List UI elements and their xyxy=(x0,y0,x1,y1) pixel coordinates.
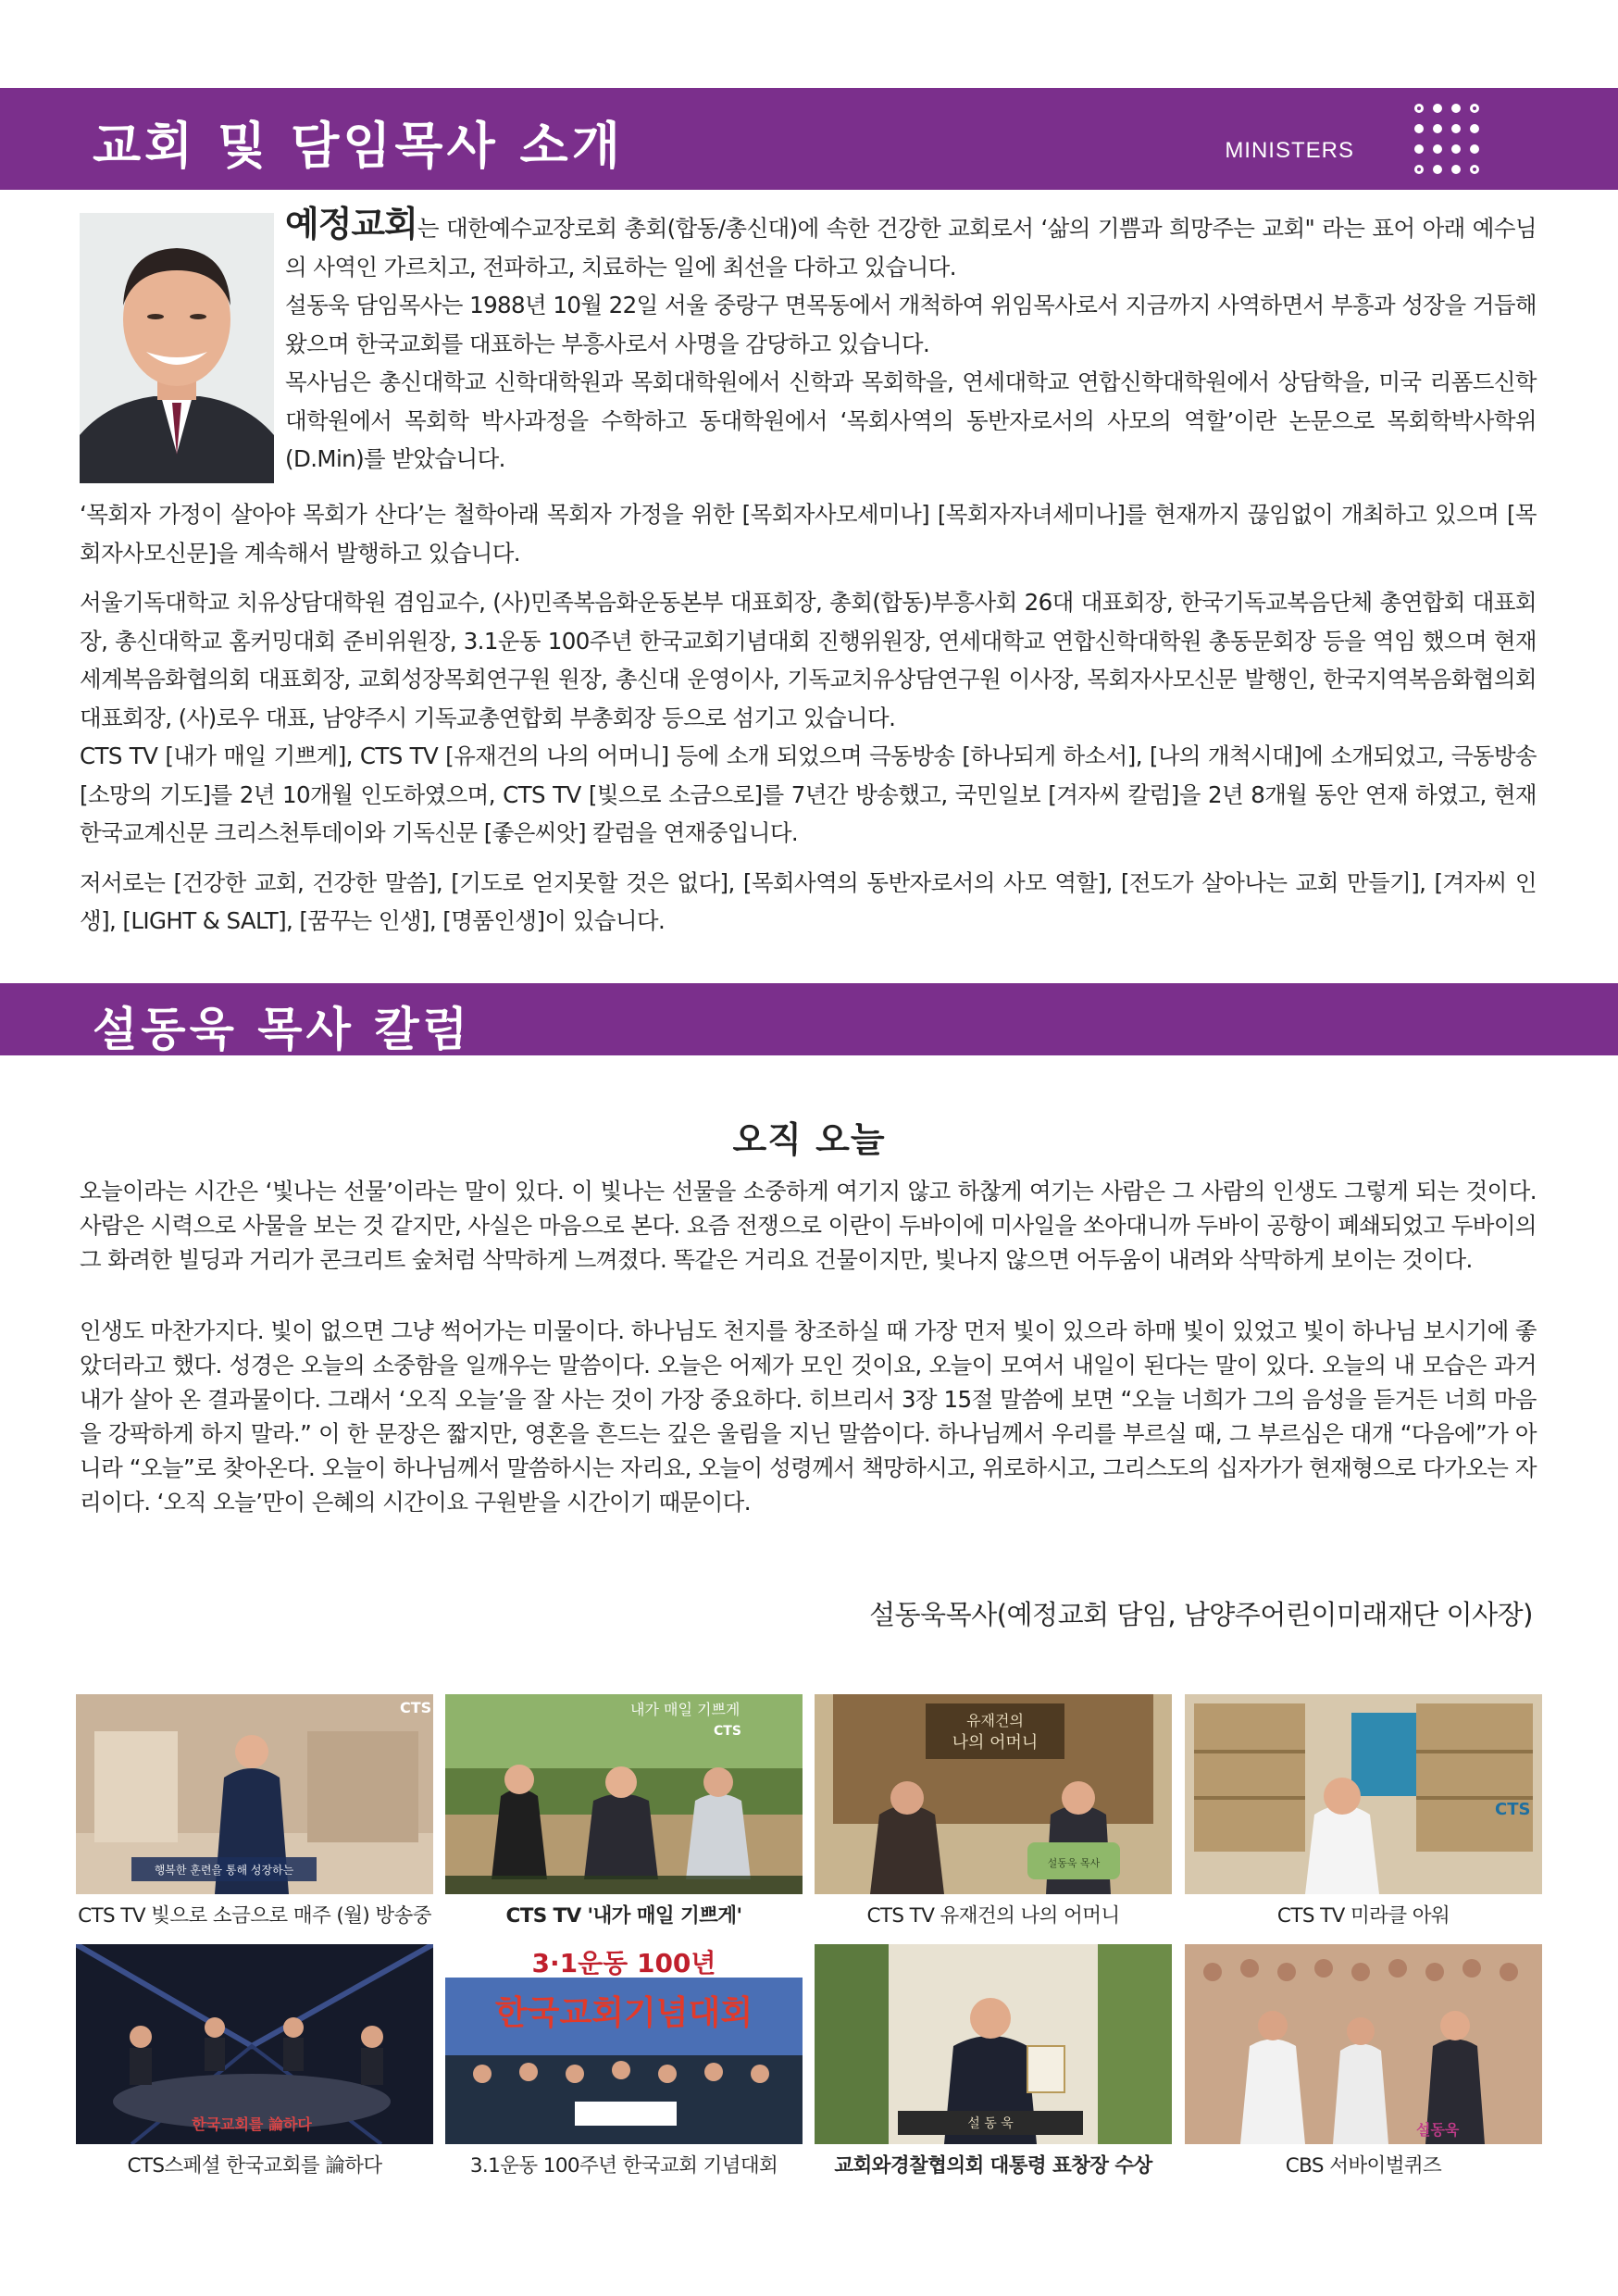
pastor-portrait xyxy=(80,213,274,483)
bio-paragraph-3: 목사님은 총신대학교 신학대학원과 목회대학원에서 신학과 목회학을, 연세대학교 연합신학대학원에서 상담학을, 미국 리폼드신학대학원에서 목회학 박사과정을 수학하고 동대학원에서 ‘목회사역의 동반자로서의 사모의 역할’이란 논문으로 목회학박사학위(D.Min)를 받았습니다. xyxy=(285,368,1537,472)
photo-5-title: 한국교회를 論하다 xyxy=(192,2115,312,2133)
photo-4-logo: CTS xyxy=(1495,1800,1531,1819)
section-title-column: 설동욱 목사 칼럼 xyxy=(93,1003,471,1056)
column-title: 오직 오늘 xyxy=(732,1119,886,1160)
photo-caption-6: 3.1운동 100주년 한국교회 기념대회 xyxy=(469,2154,778,2177)
section-subtitle-ministers: MINISTERS xyxy=(1225,138,1354,163)
column-paragraph-1: 오늘이라는 시간은 ‘빛나는 선물’이라는 말이 있다. 이 빛나는 선물을 소중하게 여기지 않고 하찮게 여기는 사람은 그 사람의 인생도 그렇게 되는 것이다. 사람은 시력으로 사물을 보는 것 같지만, 사실은 마음으로 본다. 요즘 전쟁으로 이란이 두바이에 미사일을 쏘아대니까 두바이 공항이 폐쇄되었고 두바이의 그 화려한 빌딩과 거리가 콘크리트 숲처럼 삭막하게 느껴졌다. 똑같은 거리요 건물이지만, 빛나지 않으면 어두움이 내려와 삭막하게 보이는 것이다. xyxy=(80,1178,1537,1273)
photo-cts-miracle-hour xyxy=(1185,1694,1542,1894)
photo-2-illustration xyxy=(445,1694,803,1894)
photo-8-illustration xyxy=(1185,1944,1542,2144)
dots-cross-logo-icon xyxy=(1410,99,1484,179)
bio-paragraph-1-text: 는 대한예수교장로회 총회(합동/총신대)에 속한 건강한 교회로서 ‘삶의 기쁨과 희망주는 교회" 라는 표어 아래 예수님의 사역인 가르치고, 전파하고, 치료하는 일에 최선을 다하고 있습니다. xyxy=(285,215,1537,281)
photo-caption-2: CTS TV '내가 매일 기쁘게' xyxy=(505,1904,742,1928)
section-title-intro: 교회 및 담임목사 소개 xyxy=(93,117,624,175)
photo-7-nameplate: 설 동 욱 xyxy=(967,2116,1014,2131)
bio-intro xyxy=(285,206,1537,479)
photo-1-subtitle: 행복한 훈련을 통해 성장하는 xyxy=(154,1864,294,1877)
church-name: 예정교회 xyxy=(285,204,417,244)
photo-cbs-quiz xyxy=(1185,1944,1542,2144)
photo-presidential-award xyxy=(815,1944,1172,2144)
column-paragraph-2: 인생도 마찬가지다. 빛이 없으면 그냥 썩어가는 미물이다. 하나님도 천지를 창조하실 때 가장 먼저 빛이 있으라 하매 빛이 있었고 빛이 하나님 보시기에 좋았더라고 했다. 성경은 오늘의 소중함을 일깨우는 말씀이다. 오늘은 어제가 모인 것이요, 오늘이 모여서 내일이 된다는 말이 있다. 오늘의 내 모습은 과거 내가 살아 온 결과물이다. 그래서 ‘오직 오늘’을 잘 사는 것이 가장 중요하다. 히브리서 3장 15절 말씀에 보면 “오늘 너희가 그의 음성을 듣거든 너희 마음을 강팍하게 하지 말라.” 이 한 문장은 짧지만, 영혼을 흔드는 깊은 울림을 지닌 말씀이다. 하나님께서 우리를 부르실 때, 그 부르심은 대개 “다음에”가 아니라 “오늘”로 찾아온다. 오늘이 하나님께서 말씀하시는 자리요, 오늘이 성령께서 책망하시고, 위로하시고, 그리스도의 십자가가 현재형으로 다가오는 자리이다. ‘오직 오늘’만이 은혜의 시간이요 구원받을 시간이기 때문이다. xyxy=(80,1317,1537,1516)
pastor-portrait-illustration xyxy=(80,213,274,483)
photo-8-name: 설동욱 xyxy=(1416,2121,1460,2139)
photo-cts-light-salt xyxy=(76,1694,433,1894)
photo-caption-7: 교회와경찰협의회 대통령 표창장 수상 xyxy=(834,2154,1152,2177)
bio-paragraph-1 xyxy=(285,206,1537,286)
photo-cts-happy-everyday xyxy=(445,1694,803,1894)
photo-caption-3: CTS TV 유재건의 나의 어머니 xyxy=(866,1904,1120,1928)
photo-cts-my-mother xyxy=(815,1694,1172,1894)
photo-cts-special xyxy=(76,1944,433,2144)
photo-6-top-title: 3·1운동 100년 xyxy=(531,1948,716,1978)
photo-caption-5: CTS스페셜 한국교회를 論하다 xyxy=(127,2154,382,2177)
column-author: 설동욱목사(예정교회 담임, 남양주어린이미래재단 이사장) xyxy=(869,1599,1533,1630)
bio-paragraph-4: ‘목회자 가정이 살아야 목회가 산다’는 철학아래 목회자 가정을 위한 [목회자사모세미나] [목회자자녀세미나]를 현재까지 끊임없이 개최하고 있으며 [목회자사모신문]을 계속해서 발행하고 있습니다. xyxy=(80,501,1537,567)
photo-1-illustration xyxy=(76,1694,433,1894)
photo-3-name-card: 설동욱 목사 xyxy=(1047,1857,1101,1869)
photo-5-illustration xyxy=(76,1944,433,2144)
photo-2-top-text: 내가 매일 기쁘게 xyxy=(630,1701,741,1718)
photo-2-logo: CTS xyxy=(714,1724,741,1739)
photo-4-illustration xyxy=(1185,1694,1542,1894)
photo-march-first-100 xyxy=(445,1944,803,2144)
photo-3-illustration xyxy=(815,1694,1172,1894)
bio-paragraph-2: 설동욱 담임목사는 1988년 10월 22일 서울 중랑구 면목동에서 개척하여 위임목사로서 지금까지 사역하면서 부흥과 성장을 거듭해 왔으며 한국교회를 대표하는 부흥사로서 사명을 감당하고 있습니다. xyxy=(285,292,1537,357)
bio-paragraph-7: 저서로는 [건강한 교회, 건강한 말씀], [기도로 얻지못할 것은 없다], [목회사역의 동반자로서의 사모 역할], [전도가 살아나는 교회 만들기], [겨자씨 인생], [LIGHT & SALT], [꿈꾸는 인생], [명품인생]이 있습니다. xyxy=(80,868,1537,934)
photo-3-sign-line2: 나의 어머니 xyxy=(952,1733,1039,1753)
photo-6-illustration xyxy=(445,1944,803,2144)
photo-6-main-title: 한국교회기념대회 xyxy=(494,1994,753,2032)
photo-caption-8: CBS 서바이벌퀴즈 xyxy=(1285,2154,1442,2177)
photo-caption-4: CTS TV 미라클 아워 xyxy=(1276,1904,1450,1928)
section-banner-column xyxy=(0,983,1618,1055)
column-body xyxy=(80,1174,1537,1519)
photo-1-logo: CTS xyxy=(400,1699,432,1716)
bio-paragraph-5: 서울기독대학교 치유상담대학원 겸임교수, (사)민족복음화운동본부 대표회장, 총회(합동)부흥사회 26대 대표회장, 한국기독교복음단체 총연합회 대표회장, 총신대학교 홈커밍대회 준비위원장, 3.1운동 100주년 한국교회기념대회 진행위원장, 연세대학교 연합신학대학원 총동문회장 등을 역임 했으며 현재 세계복음화협의회 대표회장, 교회성장목회연구원 원장, 총신대 운영이사, 기독교치유상담연구원 이사장, 목회자사모신문 발행인, 한국지역복음화협의회 대표회장, (사)로우 대표, 남양주시 기독교총연합회 부총회장 등으로 섬기고 있습니다. xyxy=(80,589,1537,731)
bio-paragraph-6: CTS TV [내가 매일 기쁘게], CTS TV [유재건의 나의 어머니] 등에 소개 되었으며 극동방송 [하나되게 하소서], [나의 개척시대]에 소개되었고, 극동방송 [소망의 기도]를 2년 10개월 인도하였으며, CTS TV [빛으로 소금으로]를 7년간 방송했고, 국민일보 [겨자씨 칼럼]을 2년 8개월 동안 연재 하였고, 현재 한국교계신문 크리스천투데이와 기독신문 [좋은씨앗] 칼럼을 연재중입니다. xyxy=(80,742,1537,846)
section-banner-intro xyxy=(0,88,1618,190)
photo-caption-1: CTS TV 빛으로 소금으로 매주 (월) 방송중 xyxy=(78,1904,431,1928)
bio-details xyxy=(80,495,1537,941)
photo-3-sign-line1: 유재건의 xyxy=(966,1712,1024,1729)
photo-7-illustration xyxy=(815,1944,1172,2144)
